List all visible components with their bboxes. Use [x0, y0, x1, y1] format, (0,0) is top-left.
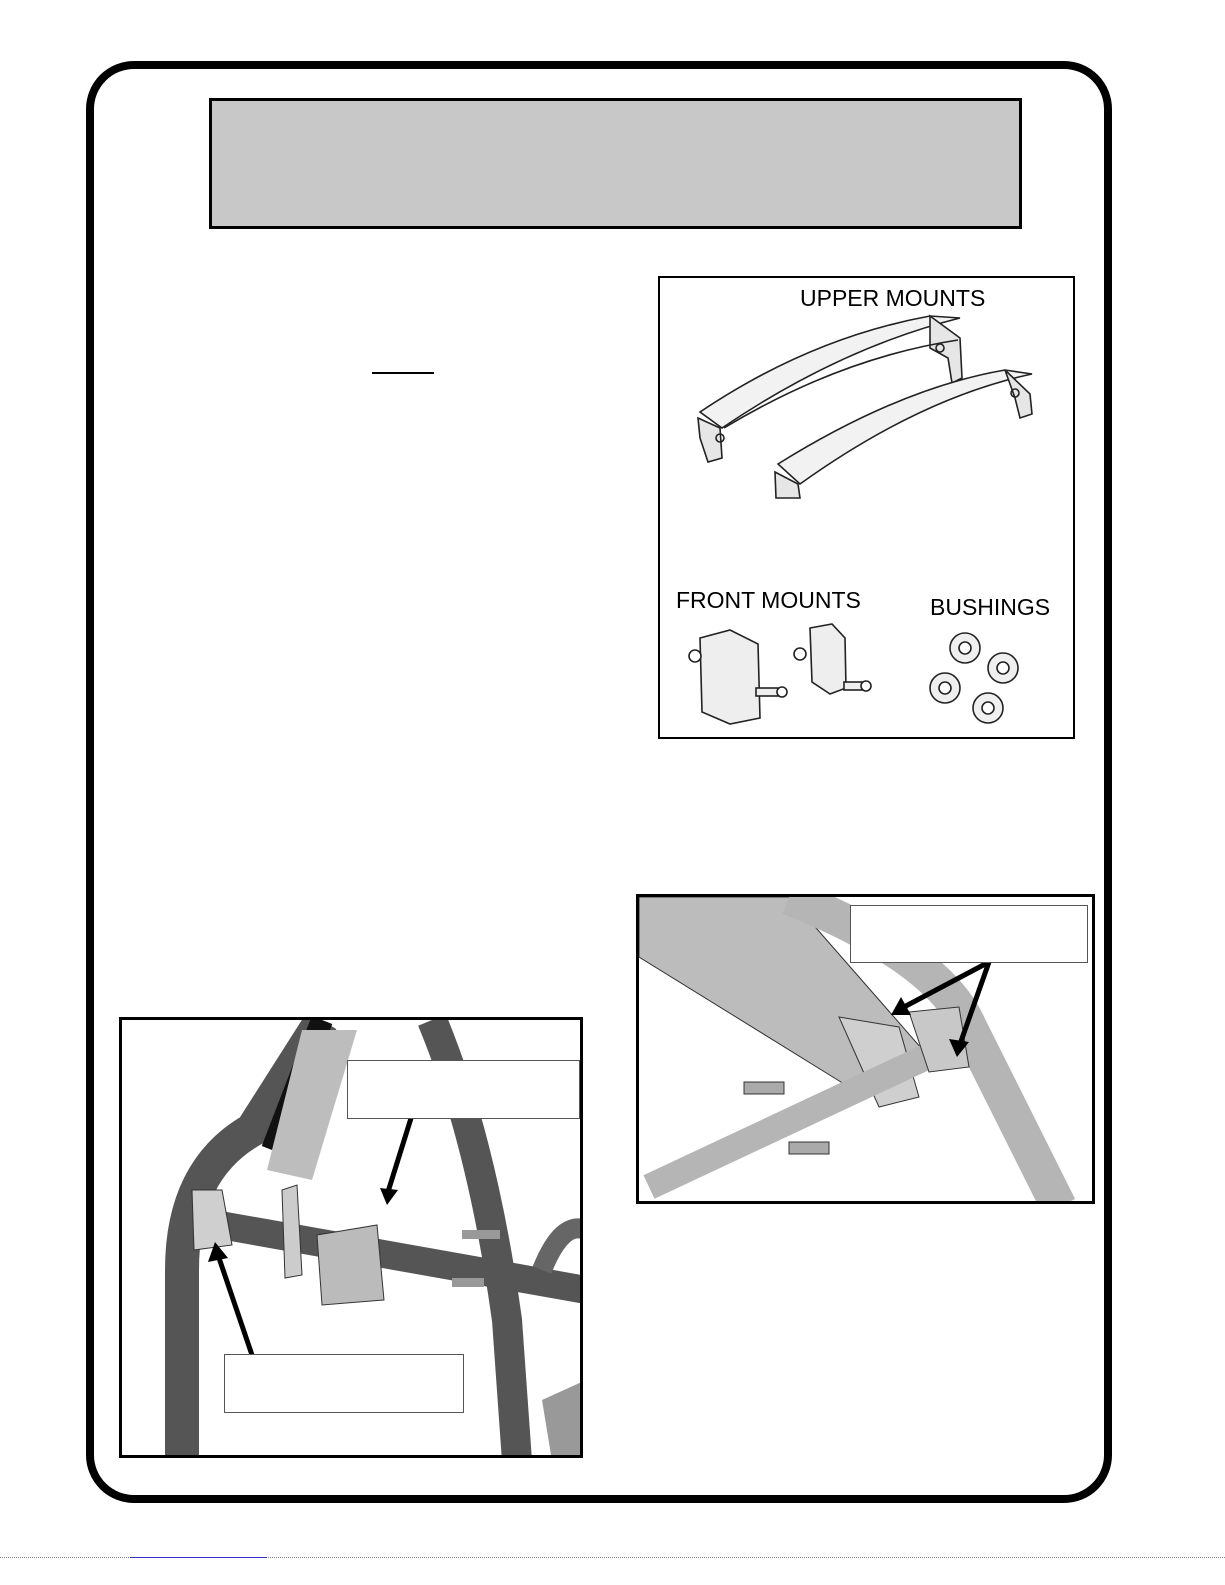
- front-mount-right: [794, 624, 871, 694]
- bushings-label: BUSHINGS: [930, 594, 1051, 620]
- bushings: [930, 633, 1018, 723]
- upper-mount-2: [775, 370, 1032, 498]
- callout-bottom: [224, 1354, 464, 1413]
- header-banner: [209, 98, 1022, 229]
- parts-figure: [658, 276, 1075, 739]
- front-mounts-label: FRONT MOUNTS: [676, 587, 861, 613]
- parts-illustration: [660, 278, 1075, 739]
- photo-right: [636, 894, 1095, 1204]
- upper-mounts-label: UPPER MOUNTS: [800, 285, 986, 311]
- photo-left: [119, 1017, 583, 1458]
- callout-top: [347, 1060, 580, 1119]
- callout-right: [850, 905, 1088, 963]
- footer-link-underline[interactable]: [130, 1557, 267, 1558]
- front-mount-left: [689, 630, 787, 724]
- underlined-word-mark: [372, 372, 434, 374]
